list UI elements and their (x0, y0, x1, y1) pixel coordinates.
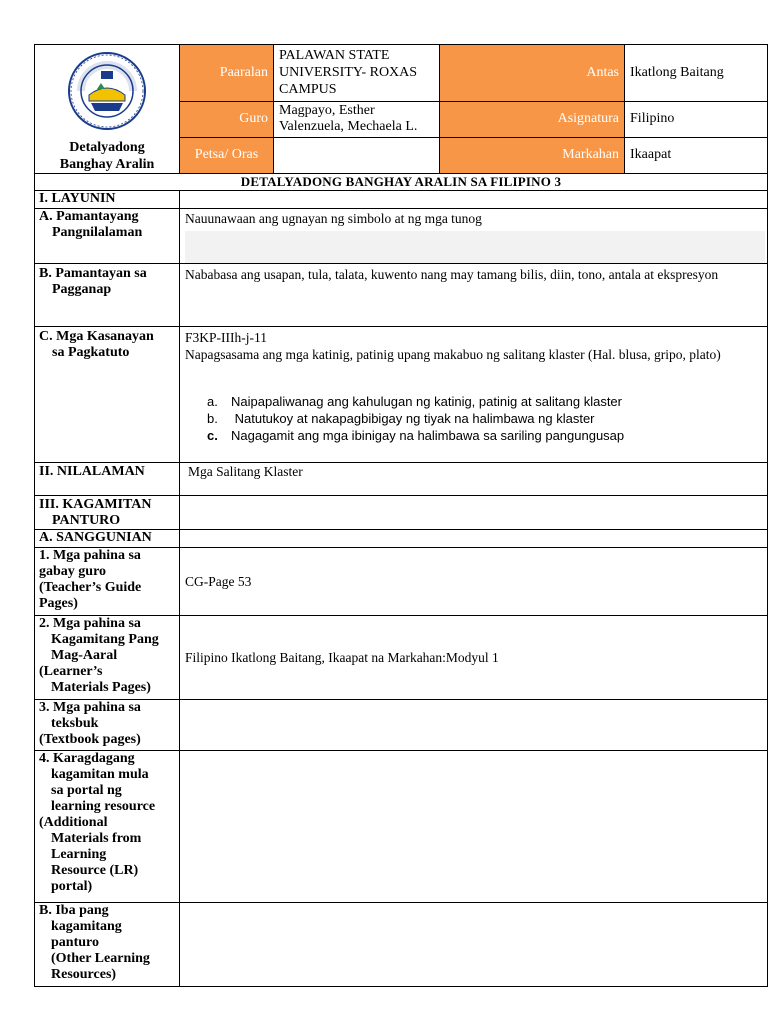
asignatura-value: Filipino (625, 101, 768, 137)
nilalaman-value: Mga Salitang Klaster (180, 463, 768, 496)
university-seal-icon (67, 51, 147, 131)
paaralan-label: Paaralan (180, 45, 274, 102)
iba-label: B. Iba pang kagamitang panturo (Other Learning Resources) (35, 903, 180, 987)
markahan-value: Ikaapat (625, 137, 768, 173)
pamantayang-value: Nauunawaan ang ugnayan ng simbolo at ng mga tunog (180, 209, 768, 264)
antas-label: Antas (440, 45, 625, 102)
pagganap-label: B. Pamantayan sa Pagganap (35, 264, 180, 327)
layunin-heading: I. LAYUNIN (35, 191, 180, 209)
asignatura-label: Asignatura (440, 101, 625, 137)
kagamitan-value (180, 496, 768, 530)
teksbuk-value (180, 700, 768, 751)
kagamitang-value: Filipino Ikatlong Baitang, Ikaapat na Markahan:Modyul 1 (180, 616, 768, 700)
nilalaman-label: II. NILALAMAN (35, 463, 180, 496)
karagdagang-value (180, 751, 768, 903)
sanggunian-value (180, 530, 768, 548)
doc-title: Detalyadong Banghay Aralin (59, 140, 155, 172)
pamantayang-label: A. Pamantayang Pangnilalaman (35, 209, 180, 264)
objectives-list (185, 393, 762, 444)
gabay-label: 1. Mga pahina sa gabay guro (Teacher’s Guide Pages) (35, 548, 180, 616)
markahan-label: Markahan (440, 137, 625, 173)
kasanayan-label: C. Mga Kasanayan sa Pagkatuto (35, 327, 180, 463)
competency-code: F3KP-IIIh-j-11 (185, 330, 267, 345)
sanggunian-label: A. SANGGUNIAN (35, 530, 180, 548)
teksbuk-label: 3. Mga pahina sa teksbuk (Textbook pages) (35, 700, 180, 751)
pagganap-value: Nababasa ang usapan, tula, talata, kuwento nang may tamang bilis, diin, tono, antala at ekspresyon (180, 264, 768, 327)
kagamitan-label: III. KAGAMITAN PANTURO (35, 496, 180, 530)
plan-banner: DETALYADONG BANGHAY ARALIN SA FILIPINO 3 (35, 174, 768, 191)
petsa-label: Petsa/ Oras (180, 137, 274, 173)
kasanayan-value (180, 327, 768, 463)
iba-value (180, 903, 768, 987)
logo-cell (35, 45, 180, 174)
guro-value: Magpayo, Esther Valenzuela, Mechaela L. (274, 101, 440, 137)
petsa-value (274, 137, 440, 173)
gabay-value: CG-Page 53 (180, 548, 768, 616)
layunin-value (180, 191, 768, 209)
objective-item: c. Nagagamit ang mga ibinigay na halimbawa sa sariling pangungusap (207, 428, 625, 443)
objective-item: a. Naipapaliwanag ang kahulugan ng katinig, patinig at salitang klaster (207, 394, 622, 409)
kagamitang-label: 2. Mga pahina sa Kagamitang Pang Mag-Aaral (Learner’s Materials Pages) (35, 616, 180, 700)
competency-text: Napagsasama ang mga katinig, patinig upang makabuo ng salitang klaster (Hal. blusa, gripo, plato) (185, 347, 721, 362)
antas-value: Ikatlong Baitang (625, 45, 768, 102)
guro-label: Guro (180, 101, 274, 137)
lesson-plan-table (34, 44, 768, 987)
shaded-field (185, 231, 765, 263)
objective-item: b. Natutukoy at nakapagbibigay ng tiyak na halimbawa ng klaster (207, 411, 595, 426)
karagdagang-label: 4. Karagdagang kagamitan mula sa portal ng learning resource (Additional Materials from Learning Resource (LR) portal) (35, 751, 180, 903)
lesson-plan-sheet (34, 44, 767, 987)
paaralan-value: PALAWAN STATE UNIVERSITY- ROXAS CAMPUS (274, 45, 440, 102)
